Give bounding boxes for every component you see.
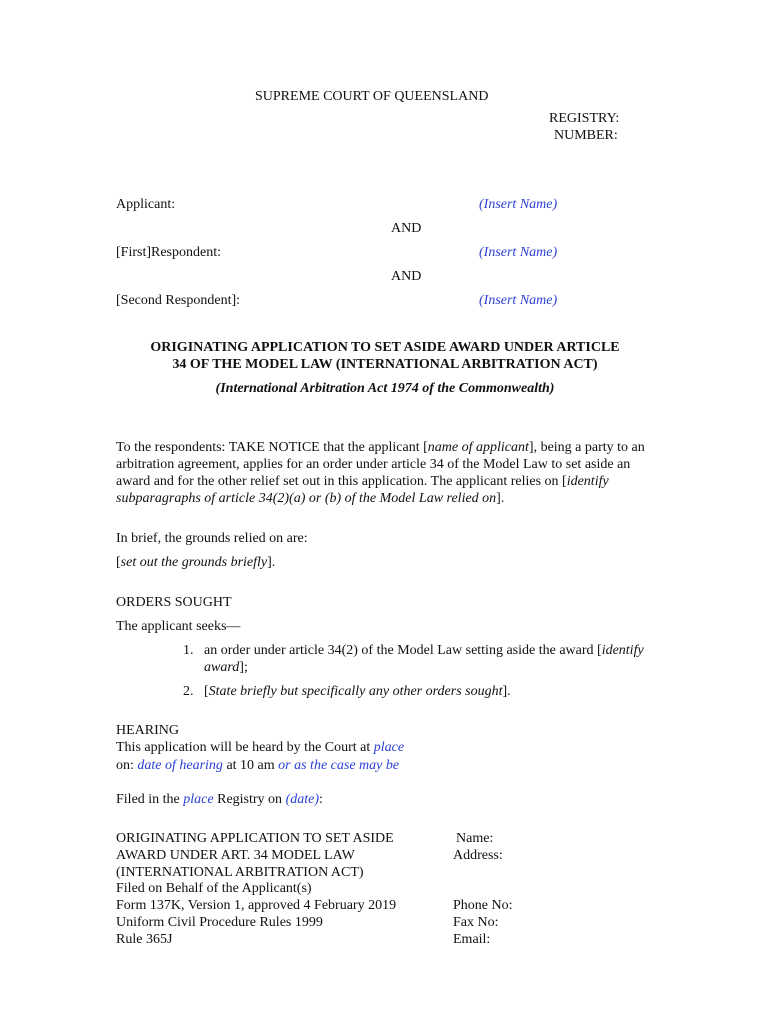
footer-phone-label: Phone No: [453, 898, 513, 913]
order-item-2-number: 2. [183, 684, 194, 699]
filed-place-field[interactable]: place [183, 792, 214, 807]
footer-filed-on-behalf: Filed on Behalf of the Applicant(s) [116, 881, 312, 896]
hearing-date-field[interactable]: date of hearing [137, 758, 223, 773]
second-respondent-label: [Second Respondent]: [116, 293, 241, 308]
hearing-place-field[interactable]: place [373, 740, 405, 755]
and-separator-1: AND [391, 221, 422, 236]
first-respondent-name-field[interactable]: (Insert Name) [479, 245, 558, 260]
footer-fax-label: Fax No: [453, 915, 499, 930]
filed-line: Filed in the place Registry on (date): [116, 792, 323, 807]
footer-form-title-1: ORIGINATING APPLICATION TO SET ASIDE [116, 831, 394, 846]
number-label: NUMBER: [554, 128, 618, 143]
footer-name-label: Name: [456, 831, 494, 846]
order-item-1-number: 1. [183, 643, 194, 658]
grounds-placeholder: set out the grounds briefly [120, 555, 268, 570]
notice-paragraph: To the respondents: TAKE NOTICE that the applicant [name of applicant], being a party to an arbitration agreement, applies for an order under article 34 of the Model Law to set aside an award and for the other relief set out in this application. The applicant relies on [identify subparagraphs of article 34(2)(a) or (b) of the Model Law relied on]. [116, 440, 645, 506]
orders-intro: The applicant seeks— [116, 619, 241, 634]
document-title-line-1: ORIGINATING APPLICATION TO SET ASIDE AWARD UNDER ARTICLE [150, 340, 620, 355]
footer-rule-number: Rule 365J [116, 932, 173, 947]
document-title-line-2: 34 OF THE MODEL LAW (INTERNATIONAL ARBITRATION ACT) [172, 357, 598, 372]
registry-label: REGISTRY: [549, 111, 620, 126]
order-item-1-text: an order under article 34(2) of the Model Law setting aside the award [identify award]; [204, 643, 644, 675]
footer-address-label: Address: [453, 848, 503, 863]
footer-form-title-2: AWARD UNDER ART. 34 MODEL LAW [116, 848, 355, 863]
footer-email-label: Email: [453, 932, 491, 947]
second-respondent-name-field[interactable]: (Insert Name) [479, 293, 558, 308]
applicant-name-field[interactable]: (Insert Name) [479, 197, 558, 212]
hearing-alternative-field[interactable]: or as the case may be [278, 758, 400, 773]
hearing-line-2: on: date of hearing at 10 am or as the case may be [116, 758, 400, 773]
footer-form-title-3: (INTERNATIONAL ARBITRATION ACT) [116, 865, 364, 880]
order-item-2 [183, 683, 653, 700]
first-respondent-label: [First]Respondent: [116, 245, 221, 260]
and-separator-2: AND [391, 269, 422, 284]
court-name: SUPREME COURT OF QUEENSLAND [255, 89, 489, 104]
grounds-intro: In brief, the grounds relied on are: [116, 531, 308, 546]
order-item-1 [183, 642, 653, 676]
order-item-2-text: [State briefly but specifically any other orders sought]. [204, 684, 511, 699]
grounds-text: [set out the grounds briefly]. [116, 555, 276, 570]
orders-heading: ORDERS SOUGHT [116, 595, 232, 610]
footer-form-version: Form 137K, Version 1, approved 4 February 2019 [116, 898, 397, 913]
other-orders-placeholder: State briefly but specifically any other orders sought [208, 684, 503, 699]
hearing-line-1: This application will be heard by the Court at place [116, 740, 405, 755]
applicant-name-placeholder: name of applicant [427, 440, 529, 455]
applicant-label: Applicant: [116, 197, 176, 212]
footer-rules: Uniform Civil Procedure Rules 1999 [116, 915, 323, 930]
document-subtitle: (International Arbitration Act 1974 of the Commonwealth) [215, 381, 555, 396]
award-placeholder: identify award [204, 643, 644, 675]
hearing-heading: HEARING [116, 723, 179, 738]
filed-date-field[interactable]: (date) [285, 792, 319, 807]
subparagraphs-placeholder: identify subparagraphs of article 34(2)(a) or (b) of the Model Law relied on [116, 474, 609, 506]
